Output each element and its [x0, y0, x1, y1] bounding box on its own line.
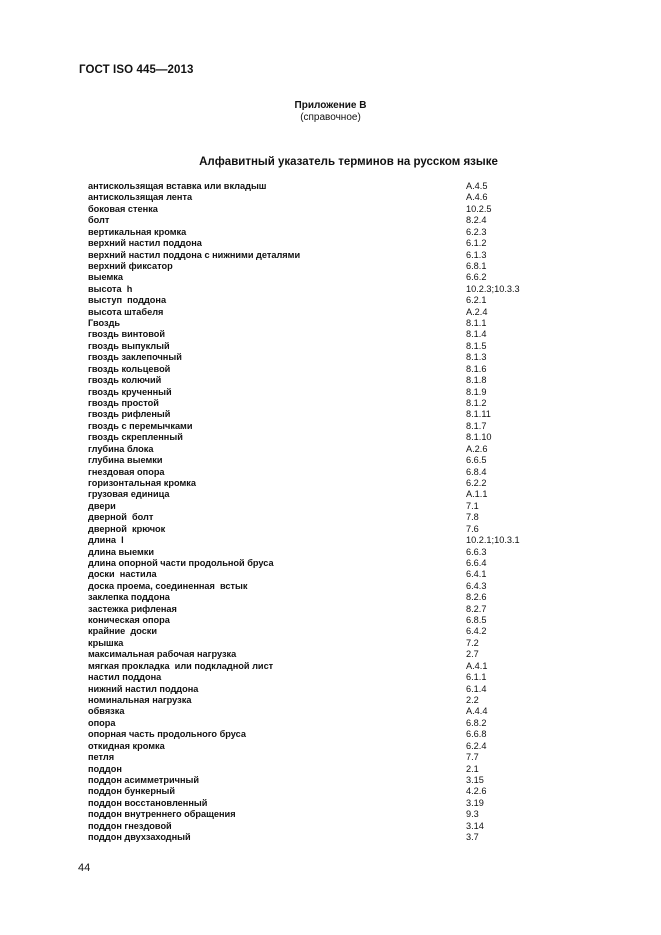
index-reference: А.2.6: [466, 443, 488, 454]
index-reference: 8.1.1: [466, 318, 487, 329]
index-term: гвоздь заклепочный: [88, 352, 182, 363]
index-reference: 3.7: [466, 832, 479, 843]
index-reference: 8.1.11: [466, 409, 491, 420]
index-reference: 6.6.8: [466, 729, 487, 740]
index-reference: 6.1.1: [466, 672, 487, 683]
index-reference: А.2.4: [466, 306, 488, 317]
index-reference: 2.1: [466, 763, 479, 774]
index-term: крайние доски: [88, 626, 158, 637]
index-reference: 7.1: [466, 500, 479, 511]
index-entry: [88, 524, 568, 535]
index-reference: 8.1.7: [466, 420, 487, 431]
index-term: поддон двухзаходный: [88, 832, 191, 843]
index-term: болт: [88, 215, 110, 226]
index-reference: 6.8.1: [466, 260, 487, 271]
index-reference: 6.2.1: [466, 295, 487, 306]
index-entry: [88, 409, 568, 420]
index-reference: А.4.5: [466, 181, 488, 191]
index-term: гвоздь рифленый: [88, 409, 171, 420]
index-entry: [88, 809, 568, 820]
index-term: антискользящая вставка или вкладыш: [88, 181, 267, 191]
index-reference: 4.2.6: [466, 786, 487, 797]
index-reference: 8.1.4: [466, 329, 487, 340]
annex-title: Приложение В: [294, 100, 367, 111]
annex-subtitle: (справочное): [300, 112, 361, 123]
index-reference: 10.2.1;10.3.1: [466, 535, 520, 546]
index-reference: 6.6.4: [466, 557, 487, 568]
index-entry: [88, 192, 568, 203]
index-entry: [88, 706, 568, 717]
index-reference: 7.6: [466, 523, 479, 534]
index-reference: 6.6.5: [466, 455, 487, 466]
index-reference: 10.2.5: [466, 203, 492, 214]
index-reference: 6.1.2: [466, 238, 487, 249]
index-term: боковая стенка: [88, 203, 158, 214]
index-reference: 8.2.4: [466, 215, 487, 226]
index-entry: [88, 204, 568, 215]
index-term: гнездовая опора: [88, 466, 165, 477]
index-term: гвоздь кольцевой: [88, 363, 171, 374]
index-entry: [88, 752, 568, 763]
index-reference: 9.3: [466, 809, 479, 820]
index-reference: А.4.4: [466, 706, 488, 717]
index-entry: [88, 181, 568, 192]
page-number: 44: [78, 862, 91, 874]
index-reference: 10.2.3;10.3.3: [466, 283, 520, 294]
index-term: откидная кромка: [88, 740, 165, 751]
index-term: застежка рифленая: [88, 603, 177, 614]
index-term: гвоздь простой: [88, 398, 159, 409]
index-entry: [88, 261, 568, 272]
index-entry: [88, 489, 568, 500]
index-entry: [88, 729, 568, 740]
index-entry: [88, 684, 568, 695]
index-term: заклепка поддона: [88, 592, 170, 603]
index-entry: [88, 558, 568, 569]
index-entry: [88, 547, 568, 558]
index-term: обвязка: [88, 706, 125, 717]
index-term: гвоздь скрепленный: [88, 432, 183, 443]
index-reference: 8.1.6: [466, 363, 487, 374]
index-entry: [88, 581, 568, 592]
index-term: высота штабеля: [88, 306, 164, 317]
index-term: гвоздь выпуклый: [88, 340, 170, 351]
index-reference: 6.1.3: [466, 249, 487, 260]
index-reference: 7.7: [466, 752, 479, 763]
index-term: максимальная рабочая нагрузка: [88, 649, 237, 660]
index-reference: 3.14: [466, 820, 484, 831]
index-reference: 6.8.2: [466, 717, 487, 728]
index-entry: [88, 832, 568, 843]
index-term: грузовая единица: [88, 489, 170, 500]
index-entry: [88, 649, 568, 660]
index-term: поддон гнездовой: [88, 820, 172, 831]
index-entry: [88, 661, 568, 672]
index-reference: 8.1.8: [466, 375, 487, 386]
index-entry: [88, 718, 568, 729]
index-reference: 6.1.4: [466, 683, 487, 694]
index-term: длина l: [88, 535, 124, 546]
index-entry: [88, 741, 568, 752]
index-entry: [88, 295, 568, 306]
index-reference: 6.2.4: [466, 740, 487, 751]
index-entry: [88, 272, 568, 283]
index-reference: 8.1.9: [466, 386, 487, 397]
index-entry: [88, 592, 568, 603]
index-reference: 8.1.3: [466, 352, 487, 363]
index-entry: [88, 432, 568, 443]
index-reference: 8.1.5: [466, 340, 487, 351]
index-reference: 7.8: [466, 512, 479, 523]
index-reference: 7.2: [466, 637, 479, 648]
index-heading: Алфавитный указатель терминов на русском языке: [199, 156, 498, 168]
index-reference: 6.2.3: [466, 226, 487, 237]
index-entry: [88, 215, 568, 226]
index-term: выступ поддона: [88, 295, 167, 306]
index-reference: 3.15: [466, 774, 484, 785]
index-term: гвоздь винтовой: [88, 329, 166, 340]
index-entry: [88, 512, 568, 523]
term-index-list: [88, 181, 568, 843]
index-entry: [88, 478, 568, 489]
index-reference: 2.2: [466, 694, 479, 705]
index-term: верхний настил поддона: [88, 238, 202, 249]
index-term: доска проема, соединенная встык: [88, 580, 248, 591]
index-term: глубина выемки: [88, 455, 163, 466]
index-reference: 6.4.1: [466, 569, 487, 580]
index-entry: [88, 798, 568, 809]
index-reference: 6.4.3: [466, 580, 487, 591]
index-entry: [88, 250, 568, 261]
index-term: поддон асимметричный: [88, 774, 200, 785]
standard-designation: ГОСТ ISO 445—2013: [79, 64, 194, 76]
index-term: горизонтальная кромка: [88, 477, 196, 488]
index-reference: 8.2.7: [466, 603, 487, 614]
index-term: номинальная нагрузка: [88, 694, 192, 705]
index-entry: [88, 444, 568, 455]
index-entry: [88, 501, 568, 512]
index-term: Гвоздь: [88, 318, 121, 329]
index-term: верхний фиксатор: [88, 260, 173, 271]
index-reference: 6.2.2: [466, 477, 487, 488]
index-entry: [88, 455, 568, 466]
index-entry: [88, 421, 568, 432]
index-term: коническая опора: [88, 615, 170, 626]
index-term: доски настила: [88, 569, 157, 580]
index-term: длина опорной части продольной бруса: [88, 557, 274, 568]
index-entry: [88, 615, 568, 626]
index-entry: [88, 227, 568, 238]
index-term: поддон внутреннего обращения: [88, 809, 236, 820]
index-term: опора: [88, 717, 116, 728]
index-term: верхний настил поддона с нижними деталями: [88, 249, 301, 260]
index-entry: [88, 604, 568, 615]
index-term: поддон бункерный: [88, 786, 175, 797]
index-entry: [88, 764, 568, 775]
index-reference: А.1.1: [466, 489, 488, 500]
index-term: мягкая прокладка или подкладной лист: [88, 660, 274, 671]
index-term: настил поддона: [88, 672, 162, 683]
index-entry: [88, 238, 568, 249]
index-entry: [88, 398, 568, 409]
index-term: опорная часть продольного бруса: [88, 729, 246, 740]
index-term: длина выемки: [88, 546, 155, 557]
index-entry: [88, 638, 568, 649]
index-entry: [88, 821, 568, 832]
index-term: высота h: [88, 283, 133, 294]
index-entry: [88, 695, 568, 706]
index-reference: 8.1.10: [466, 432, 492, 443]
index-reference: 2.7: [466, 649, 479, 660]
index-term: антискользящая лента: [88, 192, 193, 203]
index-entry: [88, 569, 568, 580]
index-term: выемка: [88, 272, 123, 283]
index-entry: [88, 467, 568, 478]
index-term: глубина блока: [88, 443, 154, 454]
index-term: поддон: [88, 763, 122, 774]
index-reference: А.4.1: [466, 660, 488, 671]
index-reference: 6.6.2: [466, 272, 487, 283]
index-entry: [88, 672, 568, 683]
index-term: поддон восстановленный: [88, 797, 208, 808]
index-entry: [88, 387, 568, 398]
index-entry: [88, 341, 568, 352]
index-term: гвоздь крученный: [88, 386, 172, 397]
index-term: дверной болт: [88, 512, 154, 523]
index-entry: [88, 535, 568, 546]
index-entry: [88, 329, 568, 340]
index-entry: [88, 375, 568, 386]
index-reference: 6.8.4: [466, 466, 487, 477]
index-term: петля: [88, 752, 115, 763]
index-entry: [88, 307, 568, 318]
index-reference: 6.8.5: [466, 615, 487, 626]
index-entry: [88, 364, 568, 375]
index-entry: [88, 284, 568, 295]
index-term: дверной крючок: [88, 523, 166, 534]
index-reference: 8.1.2: [466, 398, 487, 409]
index-entry: [88, 626, 568, 637]
index-term: вертикальная кромка: [88, 226, 187, 237]
index-reference: 6.4.2: [466, 626, 487, 637]
index-term: нижний настил поддона: [88, 683, 199, 694]
index-term: двери: [88, 500, 116, 511]
index-entry: [88, 775, 568, 786]
index-reference: 6.6.3: [466, 546, 487, 557]
index-term: гвоздь с перемычками: [88, 420, 193, 431]
index-reference: 3.19: [466, 797, 484, 808]
index-term: крышка: [88, 637, 124, 648]
index-entry: [88, 318, 568, 329]
index-reference: А.4.6: [466, 192, 488, 203]
index-entry: [88, 786, 568, 797]
index-entry: [88, 352, 568, 363]
index-term: гвоздь колючий: [88, 375, 162, 386]
index-reference: 8.2.6: [466, 592, 487, 603]
